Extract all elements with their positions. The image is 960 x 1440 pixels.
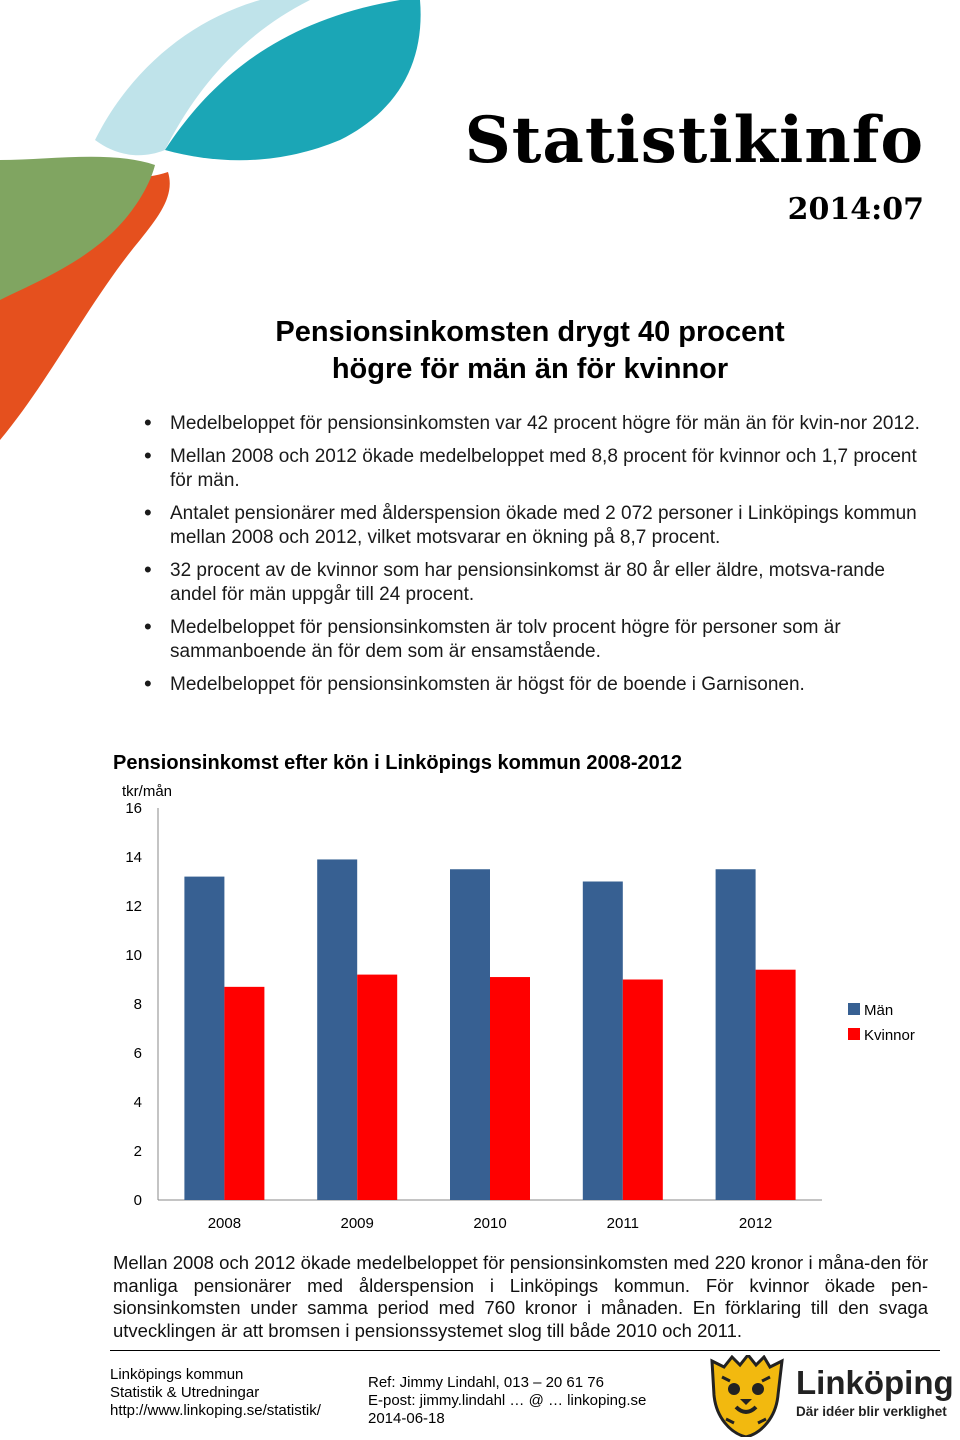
- publication-title: Statistikinfo: [464, 103, 924, 178]
- lion-logo-icon: [706, 1355, 786, 1437]
- x-tick-label: 2011: [606, 1215, 639, 1232]
- logo-wordmark: Linköping: [796, 1364, 954, 1401]
- bar-kvinnor-2012: [756, 970, 796, 1200]
- y-tick-label: 2: [133, 1143, 142, 1160]
- footer-ref: Ref: Jimmy Lindahl, 013 – 20 61 76: [368, 1374, 604, 1391]
- x-tick-label: 2008: [207, 1215, 242, 1232]
- bar-kvinnor-2008: [224, 987, 264, 1200]
- bar-män-2010: [450, 869, 490, 1200]
- bar-kvinnor-2010: [490, 977, 530, 1200]
- footer-organization: [110, 1366, 321, 1420]
- bullet-item: • Mellan 2008 och 2012 ökade medelbeloppet med 8,8 procent för kvinnor och 1,7 procent för män.: [140, 445, 930, 493]
- bullet-item: • Antalet pensionärer med ålderspension ökade med 2 072 personer i Linköpings kommun mellan 2008 och 2012, vilket motsvarar en ökning på 8,7 procent.: [140, 502, 930, 550]
- issue-number: 2014:07: [787, 192, 924, 227]
- bar-män-2009: [317, 859, 357, 1200]
- y-tick-label: 0: [133, 1192, 142, 1209]
- bar-män-2008: [184, 877, 224, 1200]
- y-tick-label: 10: [125, 947, 142, 964]
- y-tick-label: 8: [133, 996, 142, 1013]
- bullet-item: • Medelbeloppet för pensionsinkomsten var 42 procent högre för män än för kvin-nor 2012.: [140, 412, 930, 436]
- footer-url[interactable]: http://www.linkoping.se/statistik/: [110, 1402, 321, 1419]
- body-paragraph: Mellan 2008 och 2012 ökade medelbeloppet för pensionsinkomsten med 220 kronor i måna-den för manliga pensionärer med ålderspension i Linköpings kommun. För kvinnor ökade pen-sionsinkomsten under samma period med 760 kronor i månaden. En förklaring till den svaga utvecklingen är att bromsen i pensionssystemet slog till både 2010 och 2011.: [113, 1252, 928, 1341]
- key-findings-list: [140, 412, 930, 706]
- y-tick-label: 16: [125, 800, 142, 817]
- x-tick-label: 2010: [473, 1215, 507, 1232]
- y-tick-label: 14: [125, 849, 142, 866]
- legend-swatch-kvinnor: [848, 1028, 860, 1040]
- footer-email[interactable]: E-post: jimmy.lindahl … @ … linkoping.se: [368, 1392, 647, 1409]
- legend-label-män: Män: [864, 1002, 894, 1019]
- y-tick-label: 4: [133, 1094, 142, 1111]
- chart-title: Pensionsinkomst efter kön i Linköpings kommun 2008-2012: [113, 752, 683, 774]
- bar-män-2011: [583, 882, 623, 1201]
- bullet-item: • 32 procent av de kvinnor som har pensionsinkomst är 80 år eller äldre, motsva-rande andel för män uppgår till 24 procent.: [140, 559, 930, 607]
- y-axis-label: tkr/mån: [122, 783, 173, 800]
- footer-divider: [110, 1350, 940, 1351]
- footer-contact: [368, 1374, 646, 1428]
- legend-swatch-män: [848, 1003, 860, 1015]
- headline-line-1: Pensionsinkomsten drygt 40 procent: [275, 316, 785, 348]
- bullet-item: • Medelbeloppet för pensionsinkomsten är högst för de boende i Garnisonen.: [140, 673, 930, 697]
- bullet-item: • Medelbeloppet för pensionsinkomsten är tolv procent högre för personer som är sammanboende än för dem som är ensamstående.: [140, 616, 930, 664]
- decorative-swoosh-graphic: [0, 0, 430, 460]
- x-tick-label: 2009: [340, 1215, 374, 1232]
- bar-kvinnor-2009: [357, 975, 397, 1200]
- footer-date: 2014-06-18: [368, 1410, 445, 1427]
- footer-org: Linköpings kommun: [110, 1366, 244, 1383]
- headline-line-2: högre för män än för kvinnor: [331, 353, 729, 385]
- headline: [180, 314, 880, 388]
- y-tick-label: 6: [133, 1045, 142, 1062]
- footer-dept: Statistik & Utredningar: [110, 1384, 260, 1401]
- x-tick-label: 2012: [738, 1215, 773, 1232]
- bar-män-2012: [716, 869, 756, 1200]
- legend-label-kvinnor: Kvinnor: [864, 1027, 915, 1044]
- pension-bar-chart: [100, 775, 920, 1240]
- logo-slogan: Där idéer blir verklighet: [796, 1404, 947, 1419]
- bar-kvinnor-2011: [623, 980, 663, 1201]
- y-tick-label: 12: [125, 898, 142, 915]
